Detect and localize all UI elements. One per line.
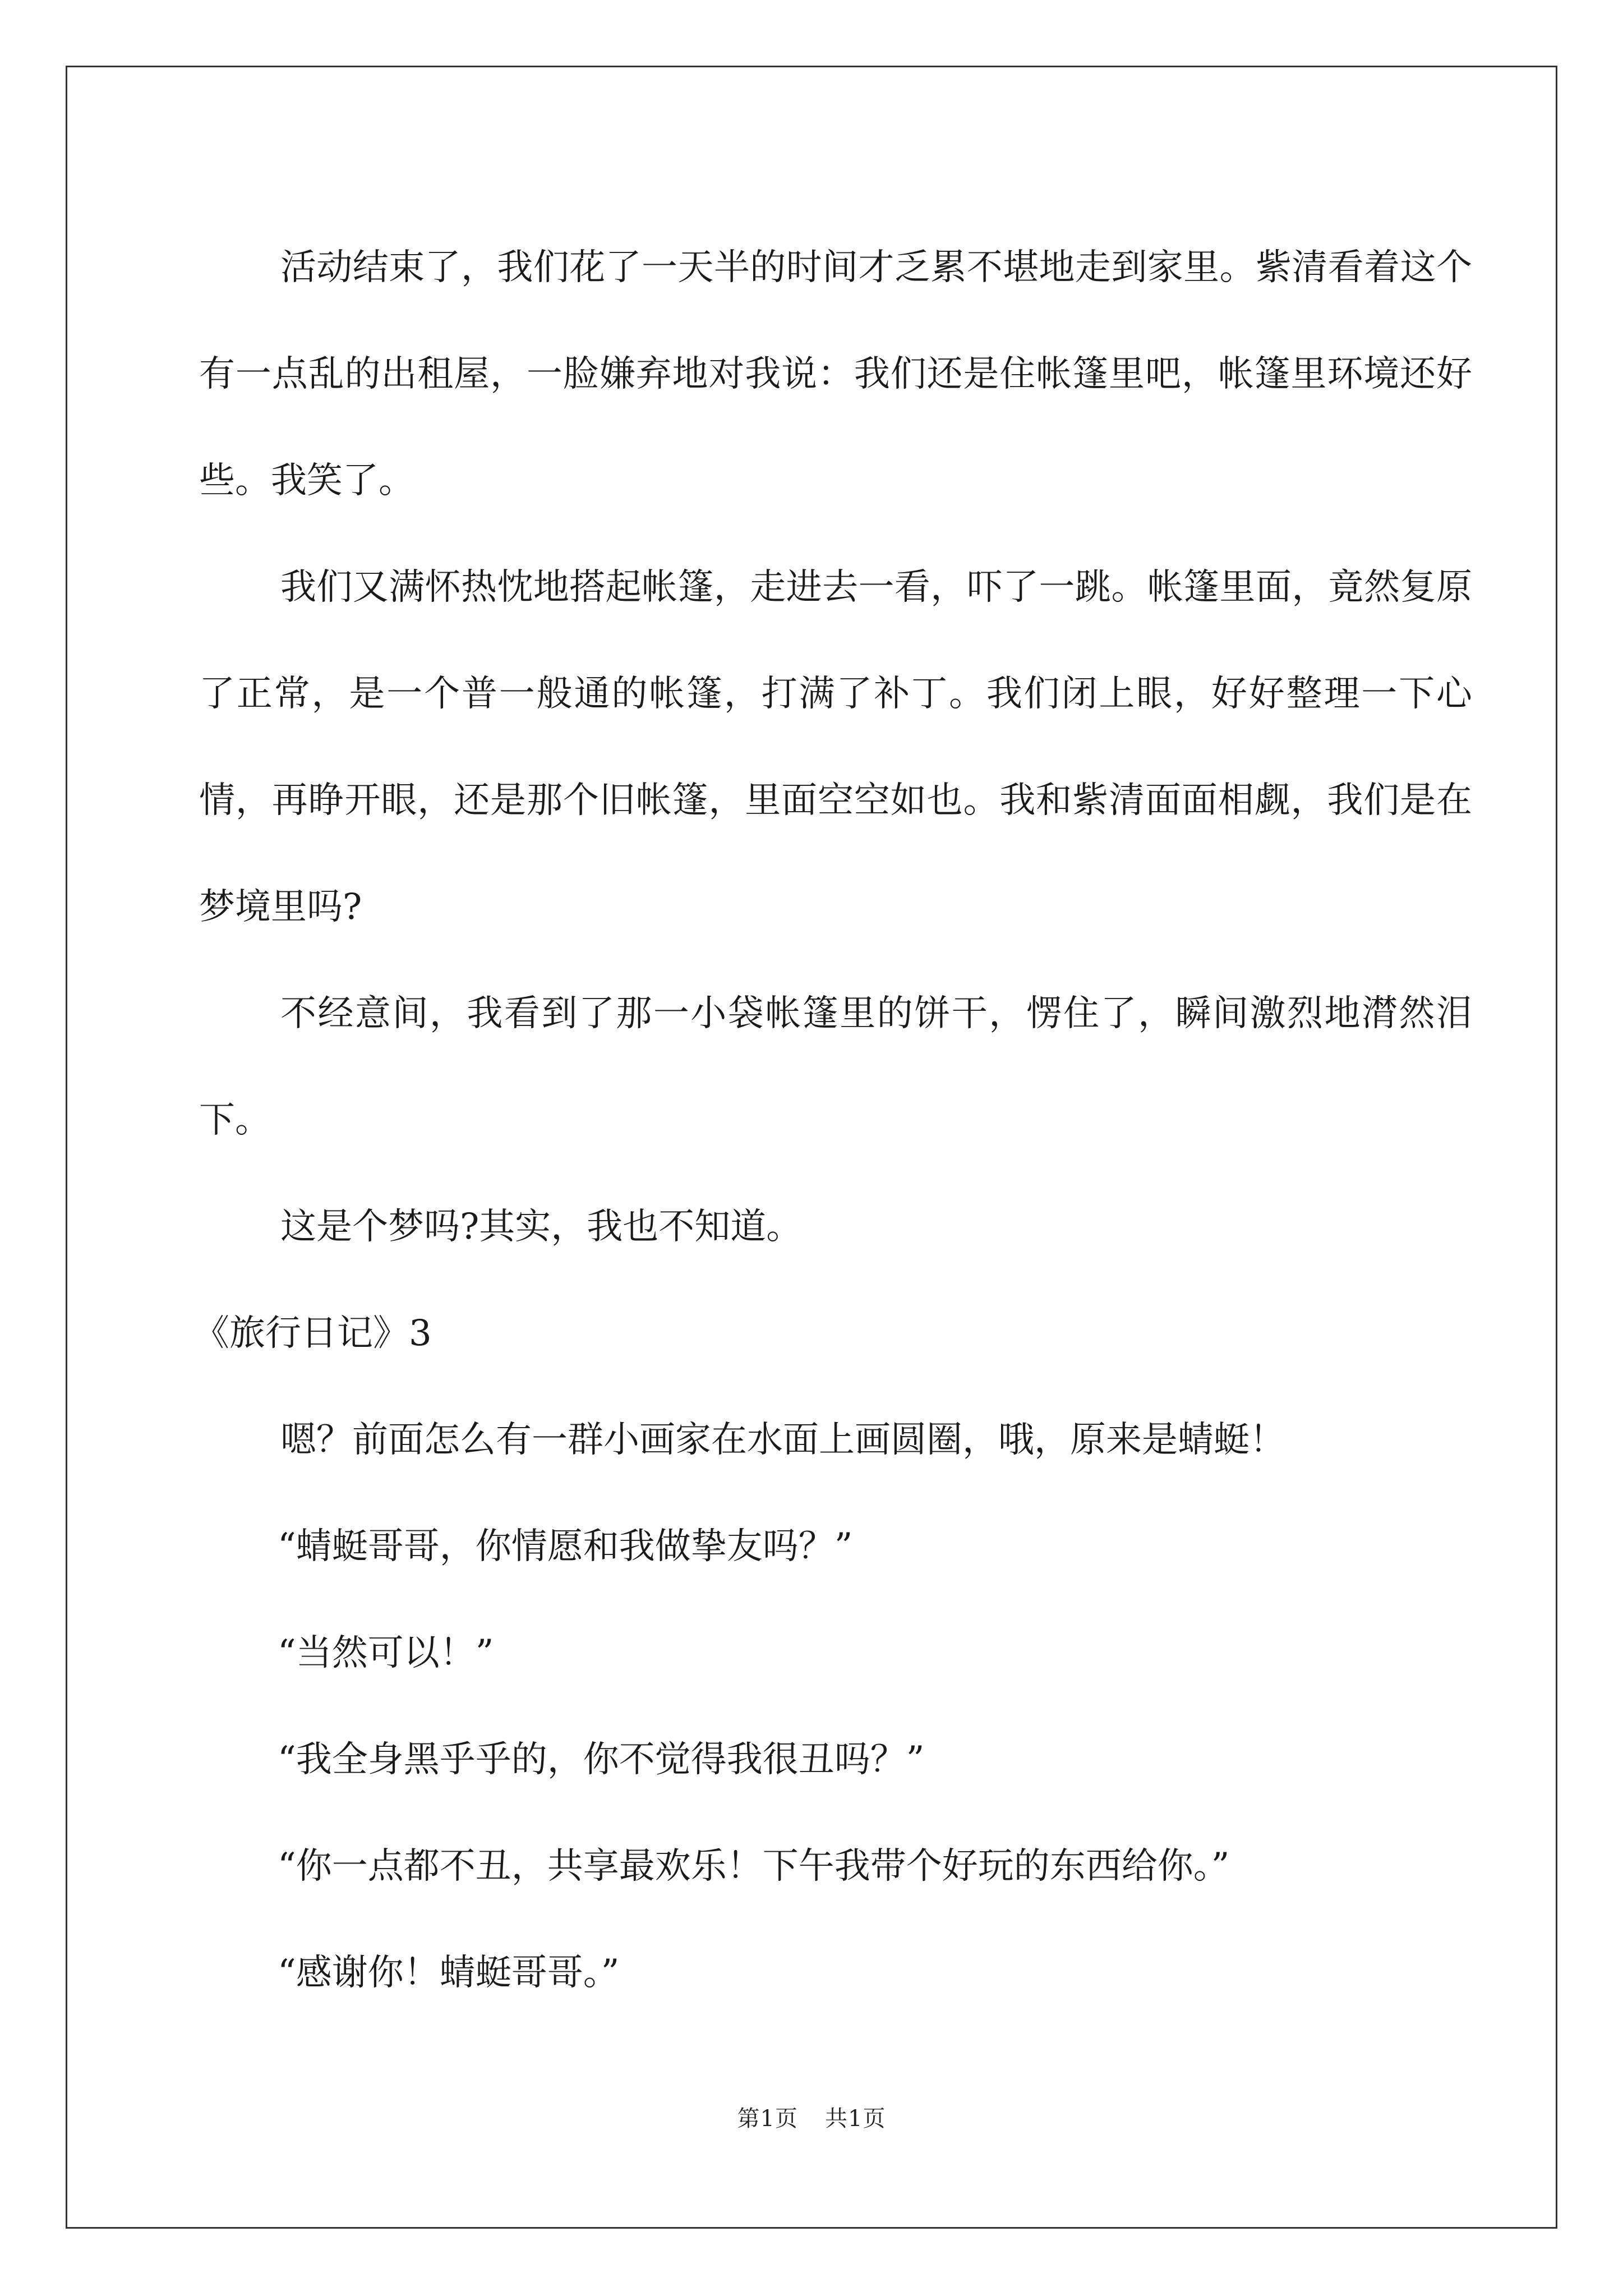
page-total: 共1页: [825, 2106, 886, 2132]
paragraph: 我们又满怀热忱地搭起帐篷，走进去一看，吓了一跳。帐篷里面，竟然复原了正常，是一个普一般通的帐篷，打满了补丁。我们闭上眼，好好整理一下心情，再睁开眼，还是那个旧帐篷，里面空空如也。我和紫清面面相觑，我们是在梦境里吗?: [199, 567, 1472, 928]
paragraph: 嗯？前面怎么有一群小画家在水面上画圆圈，哦，原来是蜻蜓！: [280, 1419, 1285, 1461]
paragraph: 这是个梦吗?其实，我也不知道。: [280, 1206, 803, 1248]
dialogue-line: “我全身黑乎乎的，你不觉得我很丑吗？”: [278, 1739, 925, 1780]
dialogue-line: “当然可以！”: [278, 1632, 494, 1674]
page-footer: [0, 2101, 1623, 2133]
paragraph: 不经意间，我看到了那一小袋帐篷里的饼干，愣住了，瞬间激烈地潸然泪下。: [199, 993, 1472, 1141]
document-body: [193, 214, 1472, 2026]
section-title: 《旅行日记》3: [193, 1313, 432, 1354]
dialogue-line: “感谢你！蜻蜓哥哥。”: [278, 1952, 620, 1994]
page-number: 第1页: [737, 2106, 798, 2132]
dialogue-line: “蜻蜓哥哥，你情愿和我做挚友吗？”: [278, 1526, 853, 1567]
paragraph: 活动结束了，我们花了一天半的时间才乏累不堪地走到家里。紫清看着这个有一点乱的出租屋，一脸嫌弃地对我说：我们还是住帐篷里吧，帐篷里环境还好些。我笑了。: [199, 247, 1472, 501]
dialogue-line: “你一点都不丑，共享最欢乐！下午我带个好玩的东西给你。”: [278, 1846, 1230, 1887]
